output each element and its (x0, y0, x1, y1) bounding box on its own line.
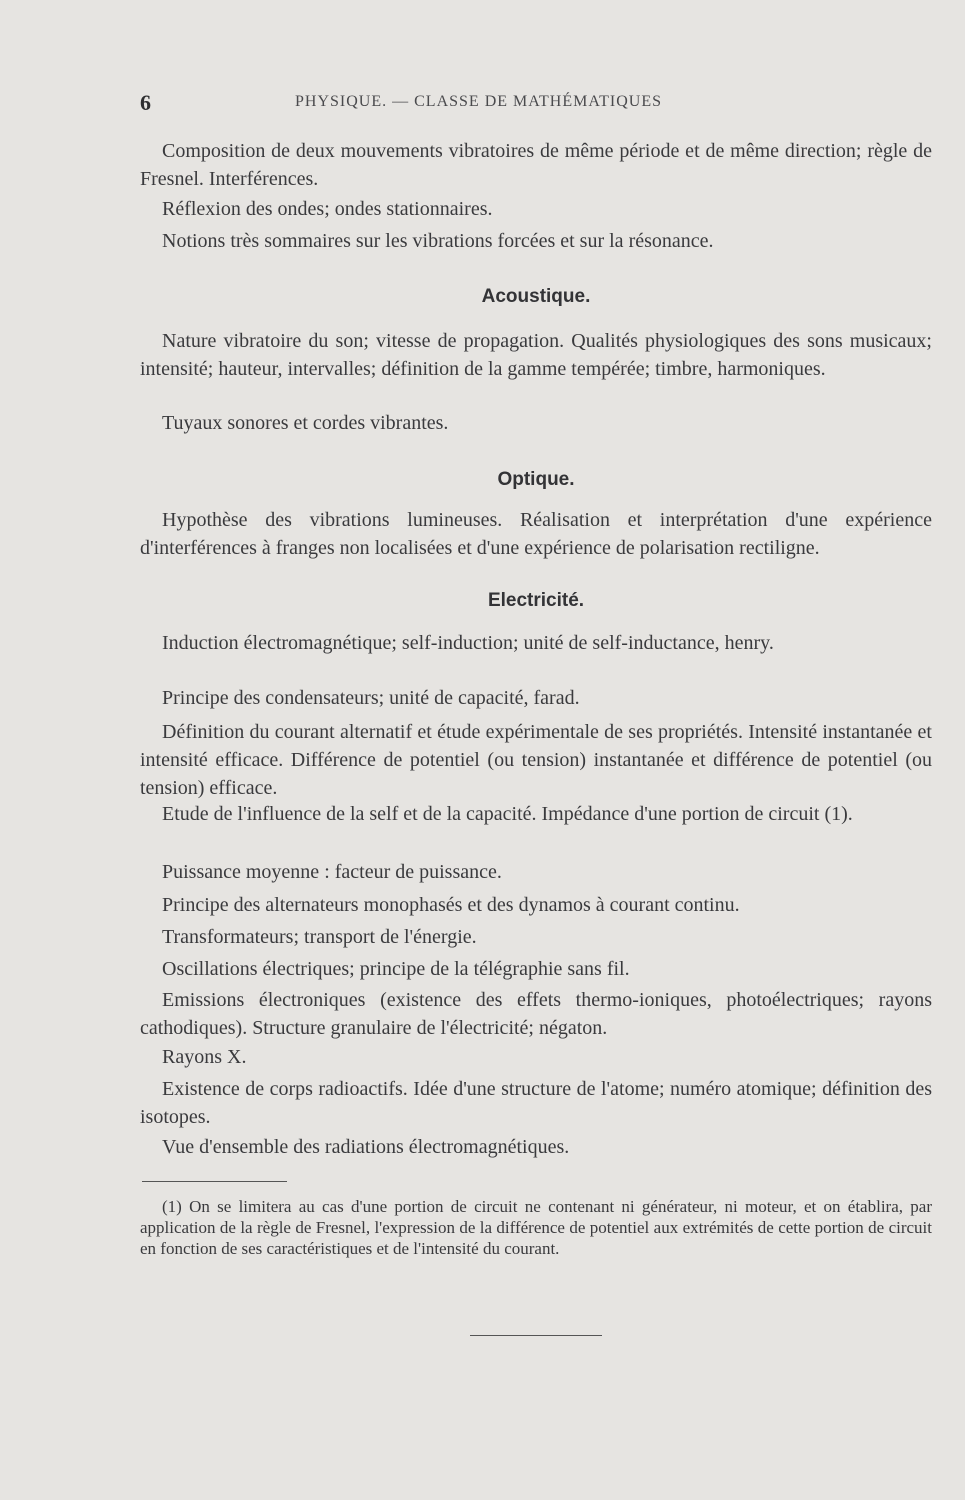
paragraph-courant-alternatif: Définition du courant alternatif et étude expérimentale de ses propriétés. Intensité instantanée et intensité efficace. Différence de potentiel (ou tension) instantanée et différence de potentiel (ou tension) efficace. (140, 721, 932, 799)
section-heading-electricite: Electricité. (487, 590, 585, 611)
footnote-divider (142, 1181, 287, 1182)
end-rule (470, 1335, 602, 1336)
paragraph-induction: Induction électromagnétique; self-induction; unité de self-inductance, henry. (162, 632, 774, 654)
section-heading-acoustique: Acoustique. (481, 286, 591, 307)
paragraph-nature-son: Nature vibratoire du son; vitesse de propagation. Qualités physiologiques des sons musicaux; intensité; hauteur, intervalles; définition de la gamme tempérée; timbre, harmoniques. (140, 330, 932, 380)
paragraph-condensateurs: Principe des condensateurs; unité de capacité, farad. (162, 687, 580, 709)
paragraph-reflexion: Réflexion des ondes; ondes stationnaires. (162, 198, 493, 220)
paragraph-self-capacite: Etude de l'influence de la self et de la capacité. Impédance d'une portion de circuit (1). (162, 803, 853, 825)
page-header (140, 90, 930, 116)
paragraph-puissance: Puissance moyenne : facteur de puissance. (162, 861, 502, 883)
running-head: PHYSIQUE. — CLASSE DE MATHÉMATIQUES (295, 93, 663, 110)
paragraph-vibrations-lumineuses: Hypothèse des vibrations lumineuses. Réalisation et interprétation d'une expérience d'interférences à franges non localisées et d'une expérience de polarisation rectiligne. (140, 509, 932, 559)
paragraph-emissions: Emissions électroniques (existence des effets thermo-ioniques, photoélectriques; rayons cathodiques). Structure granulaire de l'électricité; négaton. (140, 989, 932, 1039)
page-number: 6 (140, 90, 151, 115)
paragraph-alternateurs: Principe des alternateurs monophasés et des dynamos à courant continu. (162, 894, 740, 916)
paragraph-vibrations-forcees: Notions très sommaires sur les vibrations forcées et sur la résonance. (162, 230, 714, 252)
footnote: (1) On se limitera au cas d'une portion de circuit ne contenant ni générateur, ni moteur, et on établira, par application de la règle de Fresnel, l'expression de la différence de potentiel aux extrémités de cette portion de circuit en fonction de ses caractéristiques et de l'intensité du courant. (140, 1197, 932, 1258)
paragraph-radiations: Vue d'ensemble des radiations électromagnétiques. (162, 1136, 570, 1158)
paragraph-tuyaux: Tuyaux sonores et cordes vibrantes. (162, 412, 449, 434)
paragraph-oscillations: Oscillations électriques; principe de la télégraphie sans fil. (162, 958, 630, 980)
paragraph-composition: Composition de deux mouvements vibratoires de même période et de même direction; règle de Fresnel. Interférences. (140, 140, 932, 190)
section-heading-optique: Optique. (497, 469, 575, 490)
paragraph-transformateurs: Transformateurs; transport de l'énergie. (162, 926, 477, 948)
paragraph-rayons-x: Rayons X. (162, 1046, 247, 1068)
paragraph-radioactifs: Existence de corps radioactifs. Idée d'une structure de l'atome; numéro atomique; définition des isotopes. (140, 1078, 932, 1128)
